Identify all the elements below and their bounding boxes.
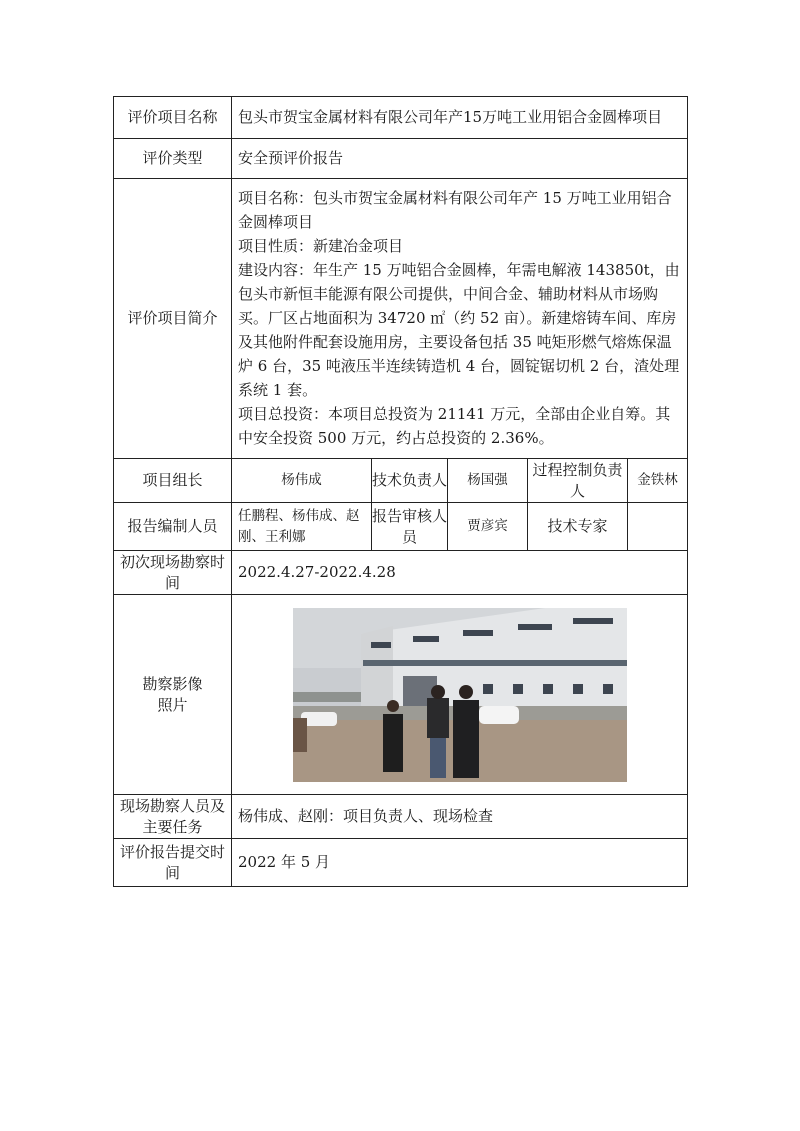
leader-label: 项目组长 — [114, 459, 232, 503]
row-intro — [114, 179, 688, 459]
expert-value — [628, 503, 688, 551]
photo-cell — [232, 595, 688, 795]
eval-type-label: 评价类型 — [114, 139, 232, 179]
eval-type-value: 安全预评价报告 — [232, 139, 688, 179]
site-survey-photo — [293, 608, 627, 782]
row-survey-staff — [114, 795, 688, 839]
intro-content — [232, 179, 688, 459]
intro-paragraph: 项目性质：新建冶金项目 — [238, 237, 404, 255]
leader-value: 杨伟成 — [232, 459, 372, 503]
review-label: 报告审核人员 — [372, 503, 448, 551]
project-name-value: 包头市贺宝金属材料有限公司年产15万吨工业用铝合金圆棒项目 — [232, 97, 688, 139]
process-lead-value: 金铁林 — [628, 459, 688, 503]
survey-time-value: 2022.4.27-2022.4.28 — [232, 551, 688, 595]
tech-lead-value: 杨国强 — [448, 459, 528, 503]
row-submit-time — [114, 839, 688, 887]
review-value: 贾彦宾 — [448, 503, 528, 551]
survey-time-label: 初次现场勘察时间 — [114, 551, 232, 595]
intro-label: 评价项目简介 — [114, 179, 232, 459]
row-project-name — [114, 97, 688, 139]
intro-paragraph: 项目总投资：本项目总投资为 21141 万元，全部由企业自筹。其中安全投资 500 万元，约占总投资的 2.36%。 — [238, 405, 671, 447]
survey-staff-value: 杨伟成、赵刚：项目负责人、现场检查 — [232, 795, 688, 839]
row-eval-type — [114, 139, 688, 179]
row-team — [114, 459, 688, 503]
row-survey-time — [114, 551, 688, 595]
process-lead-label: 过程控制负责人 — [528, 459, 628, 503]
intro-paragraph: 项目名称：包头市贺宝金属材料有限公司年产 15 万吨工业用铝合金圆棒项目 — [238, 189, 672, 231]
submit-time-label: 评价报告提交时间 — [114, 839, 232, 887]
survey-staff-label: 现场勘察人员及主要任务 — [114, 795, 232, 839]
project-name-label: 评价项目名称 — [114, 97, 232, 139]
editors-label: 报告编制人员 — [114, 503, 232, 551]
tech-lead-label: 技术负责人 — [372, 459, 448, 503]
photo-label: 勘察影像照片 — [114, 595, 232, 795]
intro-paragraph: 建设内容：年生产 15 万吨铝合金圆棒，年需电解液 143850t，由包头市新恒丰能源有限公司提供，中间合金、辅助材料从市场购买。厂区占地面积为 34720 ㎡（约 52 亩）。新建熔铸车间、库房及其他附件配套设施用房，主要设备包括 35 吨矩形燃气熔炼保温炉 6 台，35 吨液压半连续铸造机 4 台，圆锭锯切机 2 台，渣处理系统 1 套。 — [238, 261, 680, 399]
evaluation-info-table — [113, 96, 688, 887]
expert-label: 技术专家 — [528, 503, 628, 551]
submit-time-value: 2022 年 5 月 — [232, 839, 688, 887]
row-photo — [114, 595, 688, 795]
row-editors — [114, 503, 688, 551]
editors-value: 任鹏程、杨伟成、赵刚、王利娜 — [232, 503, 372, 551]
